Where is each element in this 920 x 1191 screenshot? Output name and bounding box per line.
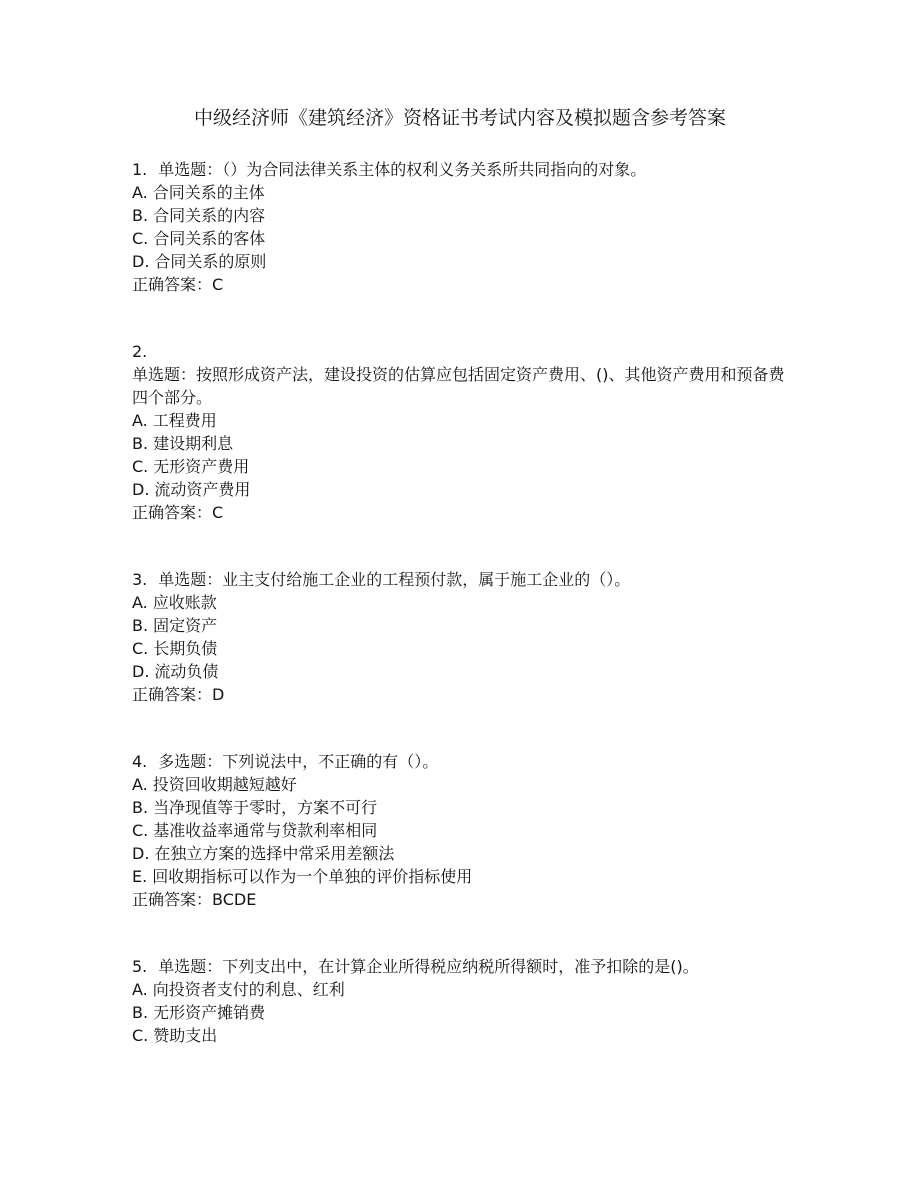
option-text: 建设期利息 <box>153 434 234 453</box>
answer-value: C <box>212 503 224 522</box>
option-label: A. <box>132 183 148 202</box>
question-block <box>132 340 788 524</box>
option-text: 基准收益率通常与贷款利率相同 <box>153 821 378 840</box>
question-option <box>132 250 788 273</box>
option-text: 在独立方案的选择中常采用差额法 <box>154 844 395 863</box>
option-text: 合同关系的客体 <box>153 229 266 248</box>
option-label: C. <box>132 821 149 840</box>
question-option <box>132 865 788 888</box>
question-stem-line <box>132 340 788 363</box>
question-stem-line <box>132 568 788 591</box>
answer-line <box>132 683 788 706</box>
question-option <box>132 409 788 432</box>
question-option <box>132 591 788 614</box>
question-stem: 单选题：（）为合同法律关系主体的权利义务关系所共同指向的对象。 <box>158 160 647 179</box>
option-text: 固定资产 <box>153 616 218 635</box>
question-option <box>132 637 788 660</box>
question-stem: 单选题：下列支出中，在计算企业所得税应纳税所得额时，准予扣除的是()。 <box>158 957 699 976</box>
question-option <box>132 660 788 683</box>
option-text: 赞助支出 <box>153 1026 218 1045</box>
question-option <box>132 614 788 637</box>
option-text: 合同关系的主体 <box>152 183 265 202</box>
question-stem-line <box>132 955 788 978</box>
answer-value: C <box>212 275 224 294</box>
question-block <box>132 955 788 1047</box>
question-stem-line <box>132 158 788 181</box>
option-label: E. <box>132 867 148 886</box>
option-text: 投资回收期越短越好 <box>152 775 297 794</box>
question-option <box>132 204 788 227</box>
option-list <box>132 181 788 273</box>
question-option <box>132 1024 788 1047</box>
question-number: 4. <box>132 752 148 771</box>
question-option <box>132 773 788 796</box>
option-text: 合同关系的内容 <box>153 206 266 225</box>
document-title: 中级经济师《建筑经济》资格证书考试内容及模拟题含参考答案 <box>193 107 726 129</box>
option-label: B. <box>132 206 149 225</box>
option-text: 流动负债 <box>154 662 219 681</box>
answer-value: BCDE <box>212 890 257 909</box>
question-number: 1. <box>132 160 148 179</box>
question-block <box>132 158 788 296</box>
option-label: D. <box>132 844 150 863</box>
answer-prefix: 正确答案： <box>132 890 213 909</box>
option-text: 无形资产费用 <box>153 457 250 476</box>
question-stem: 单选题：按照形成资产法，建设投资的估算应包括固定资产费用、()、其他资产费用和预备费四个部分。 <box>132 365 785 407</box>
option-text: 流动资产费用 <box>154 480 251 499</box>
answer-line <box>132 888 788 911</box>
option-label: B. <box>132 798 149 817</box>
option-label: C. <box>132 1026 149 1045</box>
question-list <box>132 158 788 1047</box>
option-label: B. <box>132 434 149 453</box>
question-option <box>132 819 788 842</box>
option-text: 回收期指标可以作为一个单独的评价指标使用 <box>152 867 473 886</box>
option-label: B. <box>132 1003 149 1022</box>
option-label: C. <box>132 457 149 476</box>
answer-line <box>132 501 788 524</box>
question-option <box>132 227 788 250</box>
option-label: C. <box>132 639 149 658</box>
option-label: B. <box>132 616 149 635</box>
question-block <box>132 750 788 911</box>
option-list <box>132 978 788 1047</box>
option-list <box>132 591 788 683</box>
question-stem-line <box>132 750 788 773</box>
option-text: 合同关系的原则 <box>154 252 267 271</box>
option-label: C. <box>132 229 149 248</box>
question-option <box>132 1001 788 1024</box>
option-text: 应收账款 <box>152 593 217 612</box>
option-label: A. <box>132 411 148 430</box>
option-label: A. <box>132 980 148 999</box>
question-option <box>132 455 788 478</box>
answer-value: D <box>212 685 225 704</box>
option-label: A. <box>132 775 148 794</box>
question-stem: 单选题：业主支付给施工企业的工程预付款，属于施工企业的（）。 <box>158 570 631 589</box>
question-option <box>132 978 788 1001</box>
answer-prefix: 正确答案： <box>132 275 213 294</box>
option-label: D. <box>132 480 150 499</box>
question-stem-line <box>132 363 788 409</box>
option-text: 当净现值等于零时，方案不可行 <box>153 798 378 817</box>
option-label: D. <box>132 662 150 681</box>
answer-prefix: 正确答案： <box>132 685 213 704</box>
question-stem: 多选题：下列说法中，不正确的有（）。 <box>158 752 439 771</box>
option-text: 向投资者支付的利息、红利 <box>152 980 345 999</box>
option-text: 工程费用 <box>152 411 217 430</box>
question-option <box>132 432 788 455</box>
option-label: D. <box>132 252 150 271</box>
option-list <box>132 409 788 501</box>
question-option <box>132 478 788 501</box>
option-list <box>132 773 788 888</box>
question-option <box>132 796 788 819</box>
question-option <box>132 842 788 865</box>
question-option <box>132 181 788 204</box>
answer-prefix: 正确答案： <box>132 503 213 522</box>
option-text: 长期负债 <box>153 639 218 658</box>
option-text: 无形资产摊销费 <box>153 1003 266 1022</box>
question-number: 3. <box>132 570 148 589</box>
question-number: 5. <box>132 957 148 976</box>
question-block <box>132 568 788 706</box>
option-label: A. <box>132 593 148 612</box>
question-number: 2. <box>132 342 148 361</box>
answer-line <box>132 273 788 296</box>
